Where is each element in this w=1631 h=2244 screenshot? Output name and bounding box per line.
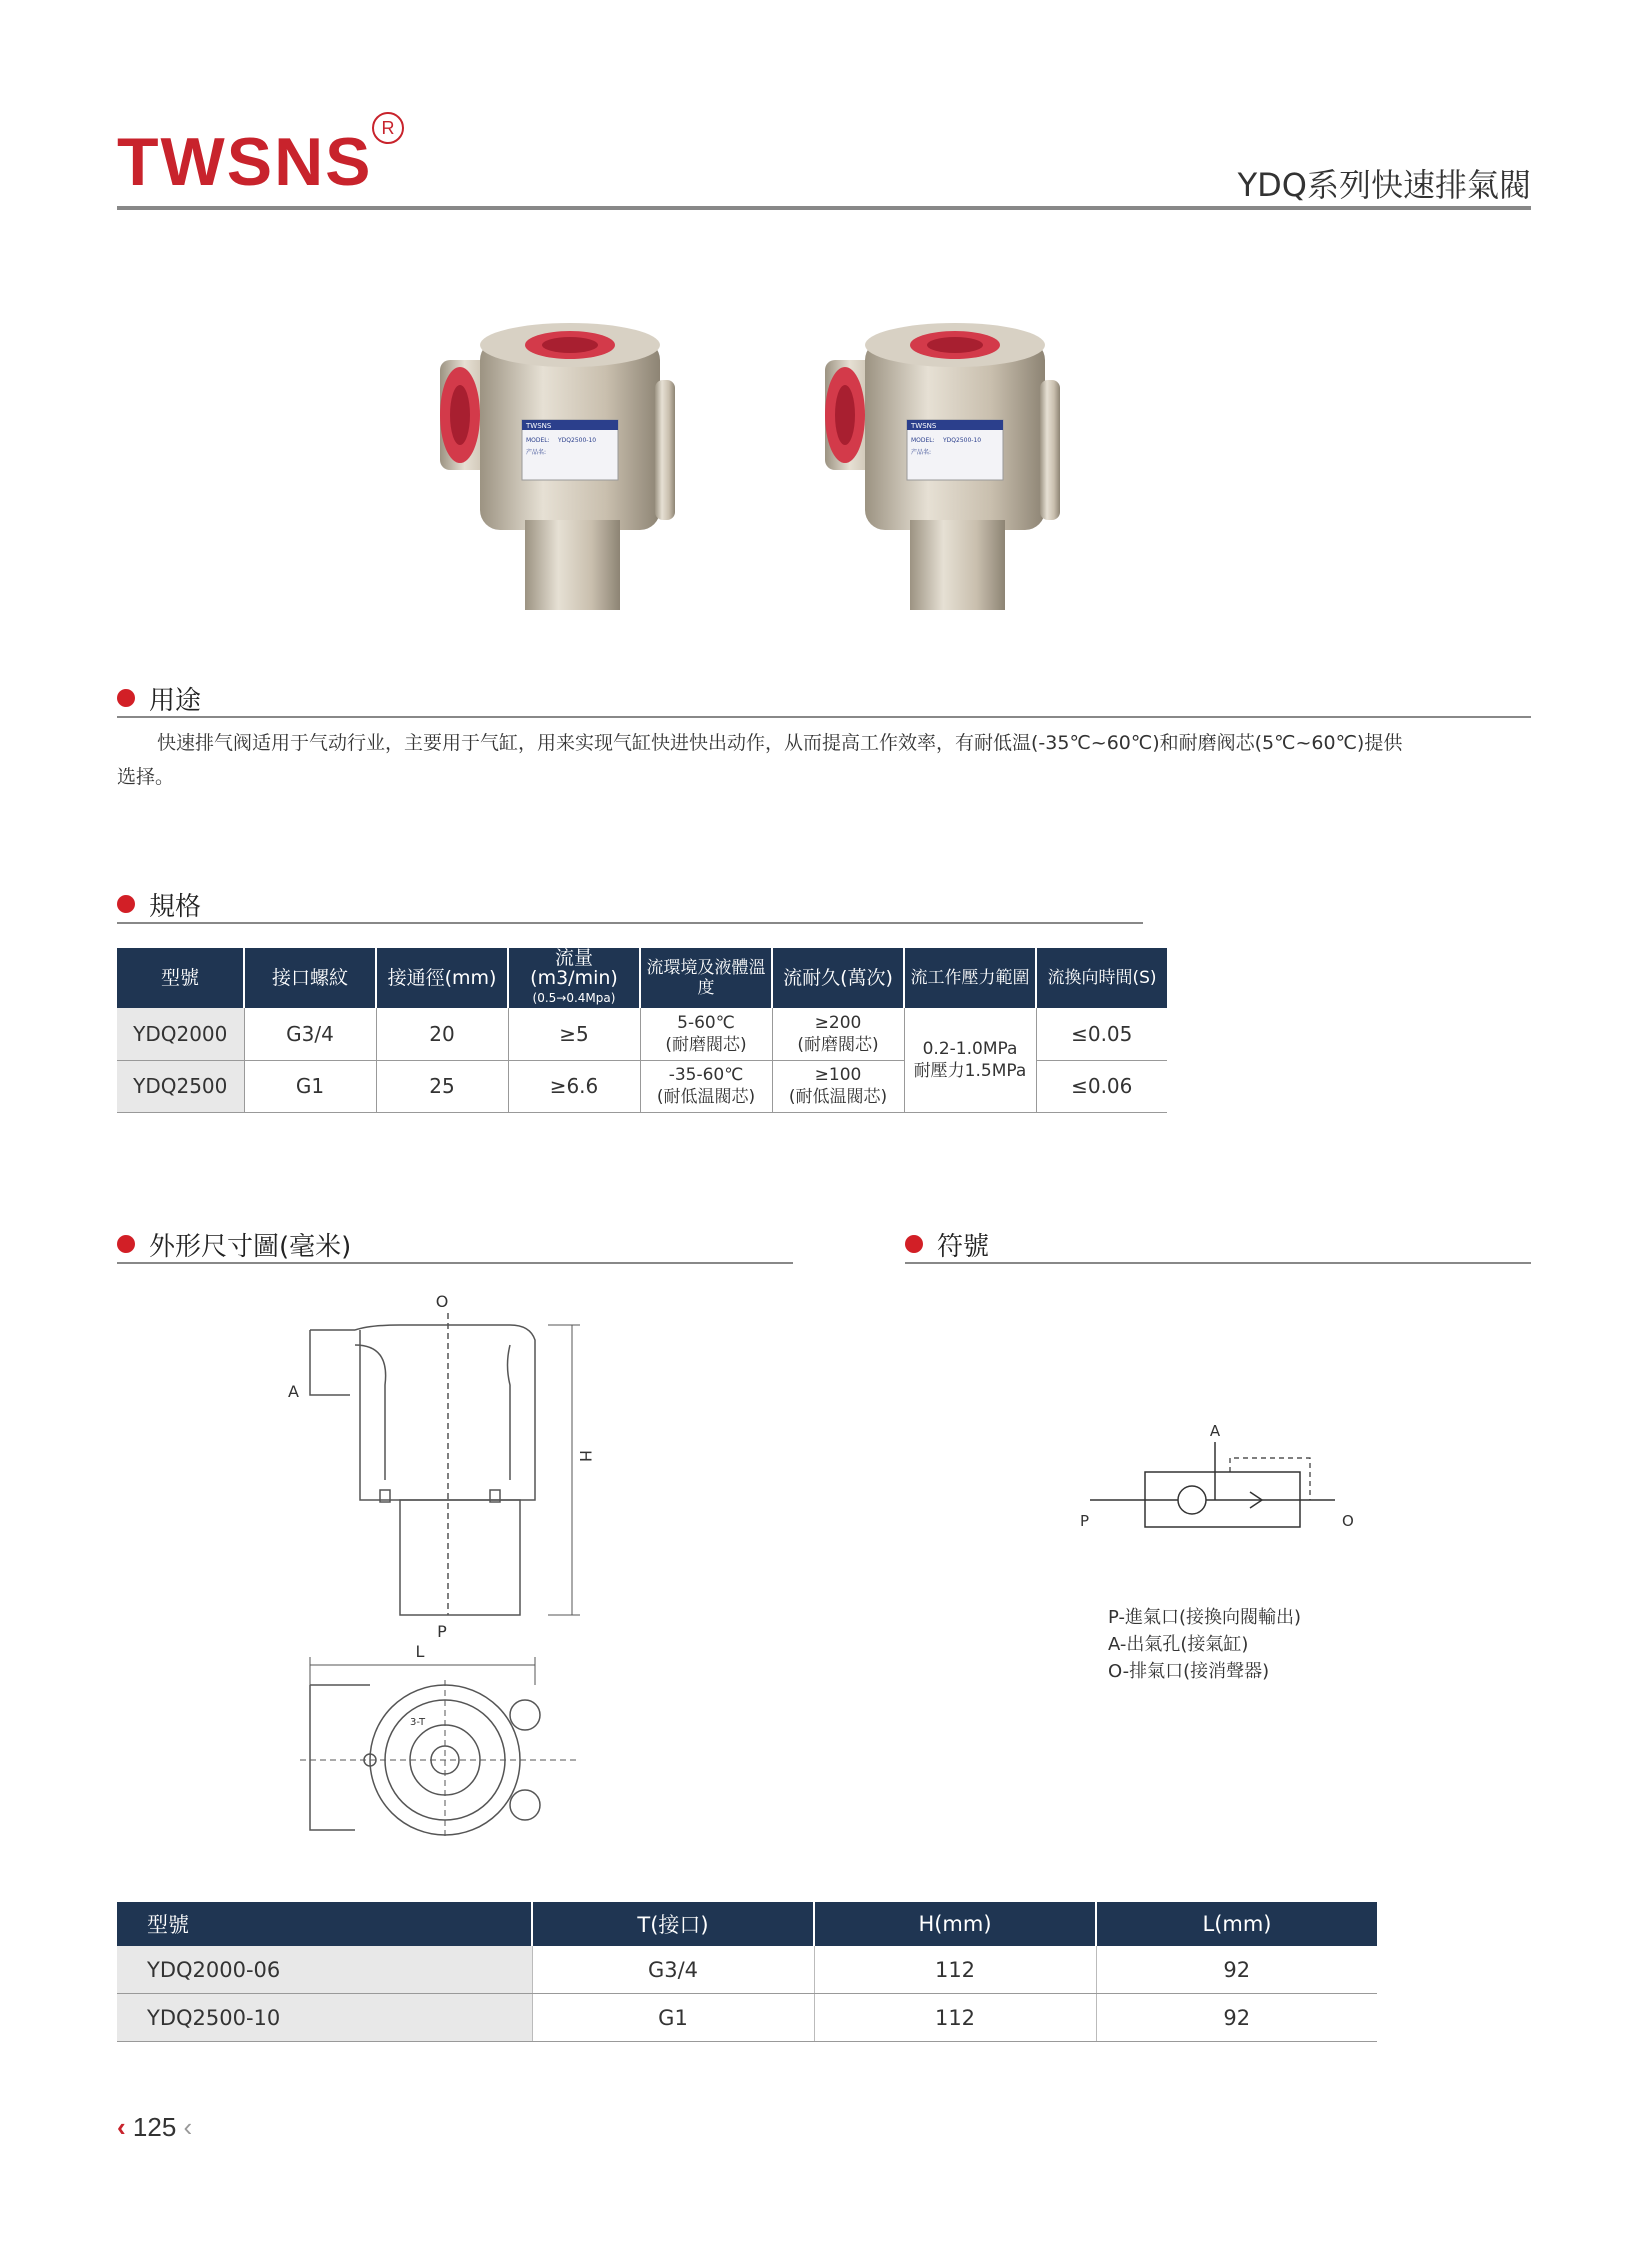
dim-col-h: H(mm)	[814, 1902, 1096, 1946]
label-l: L	[415, 1642, 425, 1661]
cell-life	[772, 1060, 904, 1112]
dimension-drawing	[280, 1285, 600, 1855]
label-t: 3-T	[410, 1717, 426, 1728]
cell-time: ≤0.06	[1036, 1060, 1167, 1112]
cell-thread: G3/4	[244, 1008, 376, 1060]
chevron-left-small-icon: ‹	[183, 2112, 193, 2142]
legend-p: P-進氣口(接換向閥輸出)	[1108, 1607, 1301, 1628]
spec-heading	[117, 886, 201, 923]
bullet-dot-icon	[905, 1235, 923, 1253]
cell-bore: 25	[376, 1060, 508, 1112]
table-row	[117, 1008, 1167, 1060]
symbol-label-p: P	[1080, 1512, 1090, 1530]
cell-temp-note: (耐低温閥芯)	[656, 1087, 756, 1107]
bullet-dot-icon	[117, 895, 135, 913]
photo-label-line1: MODEL:	[526, 437, 550, 444]
legend-o: O-排氣口(接消聲器)	[1108, 1661, 1270, 1682]
cell-life	[772, 1008, 904, 1060]
cell-thread: G1	[244, 1060, 376, 1112]
cell-pressure-range: 0.2-1.0MPa	[922, 1038, 1018, 1059]
page-number-text: 125	[132, 2112, 177, 2142]
symbol-heading-text: 符號	[937, 1232, 990, 1262]
cell-life-note: (耐磨閥芯)	[797, 1034, 879, 1055]
brand-logo: TWSNS	[117, 124, 373, 200]
cell-flow: ≥6.6	[508, 1060, 640, 1112]
label-o: O	[435, 1292, 449, 1311]
cell-bore: 20	[376, 1008, 508, 1060]
dim-cell-t: G3/4	[532, 1946, 814, 1994]
cell-model: YDQ2500	[117, 1060, 244, 1112]
registered-mark: R	[372, 112, 404, 144]
col-time: 流換向時間(S)	[1036, 948, 1167, 1008]
cell-flow: ≥5	[508, 1008, 640, 1060]
table-row	[117, 1994, 1377, 2042]
usage-heading	[117, 680, 201, 717]
dim-cell-l: 92	[1096, 1994, 1377, 2042]
col-bore: 接通徑(mm)	[376, 948, 508, 1008]
bullet-dot-icon	[117, 1235, 135, 1253]
symbol-label-a: A	[1209, 1422, 1221, 1440]
photo-label-model: YDQ2500-10	[558, 437, 597, 444]
product-photo-left	[430, 320, 700, 620]
dim-cell-l: 92	[1096, 1946, 1377, 1994]
cell-model: YDQ2000	[117, 1008, 244, 1060]
symbol-rule	[905, 1262, 1531, 1264]
symbol-label-o: O	[1342, 1512, 1354, 1530]
cell-life-value: ≥100	[814, 1065, 862, 1085]
cell-temp	[640, 1060, 772, 1112]
cell-temp	[640, 1008, 772, 1060]
col-thread: 接口螺紋	[244, 948, 376, 1008]
col-pressure: 流工作壓力範圍	[904, 948, 1036, 1008]
col-flow-sub: (0.5→0.4Mpa)	[532, 991, 616, 1005]
col-flow	[508, 948, 640, 1008]
table-row	[117, 1946, 1377, 1994]
bullet-dot-icon	[117, 689, 135, 707]
spec-heading-text: 規格	[149, 892, 202, 922]
label-h: H	[576, 1450, 595, 1463]
dim-cell-h: 112	[814, 1994, 1096, 2042]
drawing-rule	[117, 1262, 793, 1264]
spec-rule	[117, 922, 1143, 924]
dim-cell-t: G1	[532, 1994, 814, 2042]
chevron-left-icon: ‹	[117, 2112, 126, 2142]
dim-cell-h: 112	[814, 1946, 1096, 1994]
cell-temp-value: 5-60℃	[677, 1012, 735, 1033]
cell-temp-note: (耐磨閥芯)	[665, 1034, 747, 1055]
drawing-heading-text: 外形尺寸圖(毫米)	[149, 1232, 352, 1262]
drawing-heading	[117, 1226, 351, 1263]
label-a: A	[288, 1382, 299, 1401]
symbol-heading	[905, 1226, 989, 1263]
cell-time: ≤0.05	[1036, 1008, 1167, 1060]
photo-label-line2-2: 产品名:	[911, 449, 932, 456]
photo-label-line2: 产品名:	[526, 449, 547, 456]
photo-label-line1-2: MODEL:	[911, 437, 935, 444]
product-photo-right	[815, 320, 1085, 620]
col-flow-label: 流量(m3/min)	[530, 947, 618, 989]
label-p: P	[437, 1622, 447, 1641]
photo-label-brand-2: TWSNS	[911, 422, 937, 430]
dim-col-t: T(接口)	[532, 1902, 814, 1946]
usage-text: 快速排气阀适用于气动行业，主要用于气缸，用来实现气缸快进快出动作，从而提高工作效率，有耐低温(-35℃~60℃)和耐磨阀芯(5℃~60℃)提供选择。	[117, 732, 1403, 788]
legend-a: A-出氣孔(接氣缸)	[1108, 1634, 1249, 1655]
usage-heading-text: 用途	[149, 686, 202, 716]
page-title: YDQ系列快速排氣閥	[1237, 166, 1531, 204]
header-rule	[117, 206, 1531, 210]
photo-label-brand: TWSNS	[526, 422, 552, 430]
valve-symbol	[1080, 1420, 1360, 1550]
cell-life-value: ≥200	[814, 1012, 862, 1033]
symbol-legend	[1108, 1604, 1301, 1685]
col-temp: 流環境及液體溫度	[640, 948, 772, 1008]
cell-proof-pressure: 耐壓力1.5MPa	[913, 1060, 1027, 1081]
photo-label-model-2: YDQ2500-10	[943, 437, 982, 444]
cell-life-note: (耐低温閥芯)	[788, 1087, 888, 1107]
dim-col-model: 型號	[117, 1902, 532, 1946]
dim-col-l: L(mm)	[1096, 1902, 1377, 1946]
spec-table	[117, 948, 1167, 1113]
col-life: 流耐久(萬次)	[772, 948, 904, 1008]
dimension-table	[117, 1902, 1377, 2042]
cell-temp-value: -35-60℃	[668, 1065, 744, 1085]
col-model: 型號	[117, 948, 244, 1008]
page-number	[117, 2112, 192, 2143]
dim-cell-model: YDQ2000-06	[117, 1946, 532, 1994]
usage-rule	[117, 716, 1531, 718]
dim-cell-model: YDQ2500-10	[117, 1994, 532, 2042]
cell-pressure	[904, 1008, 1036, 1112]
